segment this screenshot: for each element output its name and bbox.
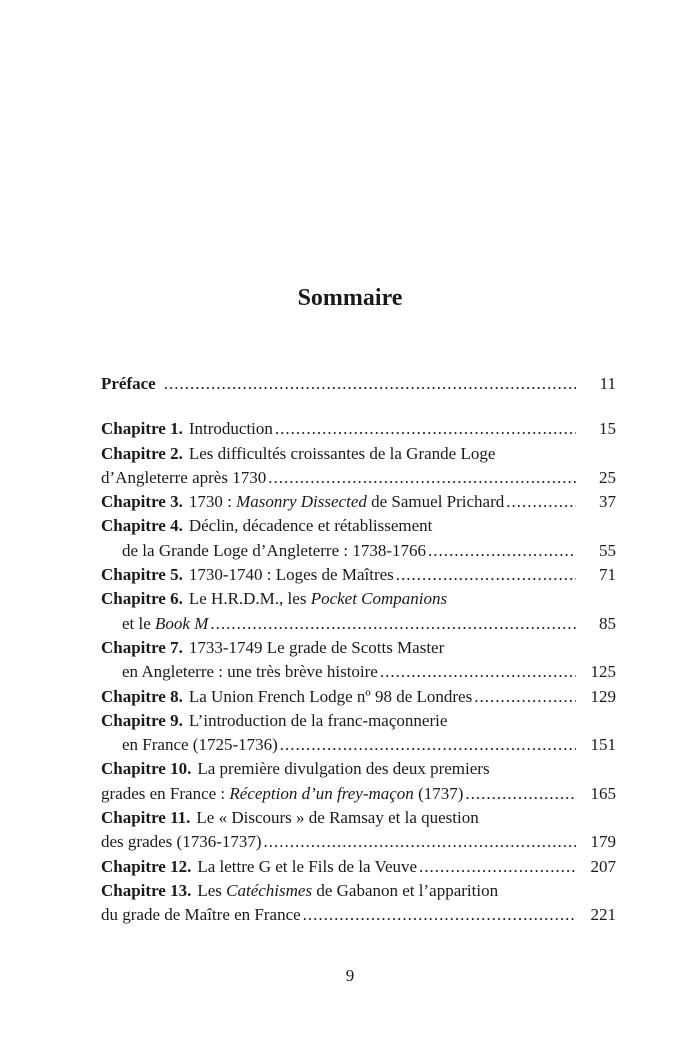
toc-entry-chapter-11[interactable] <box>101 806 616 855</box>
toc-entry-chapter-7[interactable] <box>101 636 616 685</box>
toc-entry-chapter-12[interactable] <box>101 855 616 879</box>
chapter-label: Chapitre 4. <box>101 516 183 536</box>
chapter-title-continued: de la Grande Loge d’Angleterre : 1738-1766 <box>122 540 426 560</box>
chapter-title: Le H.R.D.M., les Pocket Companions <box>188 589 448 609</box>
chapter-title-continued: des grades (1736-1737) <box>101 832 262 852</box>
chapter-label: Chapitre 2. <box>101 443 183 463</box>
toc-entry-chapter-1[interactable] <box>101 417 616 441</box>
page-number: 71 <box>599 565 616 585</box>
page-number: 151 <box>590 735 616 755</box>
chapter-title: La Union French Lodge nº 98 de Londres <box>188 686 473 706</box>
chapter-label: Chapitre 6. <box>101 589 183 609</box>
toc-entry-chapter-5[interactable] <box>101 563 616 587</box>
chapter-label: Chapitre 11. <box>101 808 191 828</box>
chapter-title: L’introduction de la franc-maçonnerie <box>188 710 448 730</box>
chapter-label: Chapitre 13. <box>101 880 192 900</box>
dot-leader <box>303 903 576 927</box>
toc-entry-chapter-8[interactable] <box>101 685 616 709</box>
chapter-title: 1730 : Masonry Dissected de Samuel Prichard <box>188 492 505 512</box>
chapter-title: Déclin, décadence et rétablissement <box>188 516 433 536</box>
toc-entry-chapter-13[interactable] <box>101 879 616 928</box>
toc-entry-chapter-2[interactable] <box>101 442 616 491</box>
page-number: 165 <box>590 783 616 803</box>
page-number: 221 <box>590 905 616 925</box>
chapter-label: Chapitre 8. <box>101 686 183 706</box>
page-number: 125 <box>590 662 616 682</box>
entry-label: Préface <box>101 374 156 393</box>
dot-leader <box>275 417 576 441</box>
chapter-title: Introduction <box>188 419 273 439</box>
chapter-title-continued: en France (1725-1736) <box>122 735 278 755</box>
page-number: 11 <box>599 374 616 393</box>
chapter-label: Chapitre 3. <box>101 492 183 512</box>
page-number: 37 <box>599 492 616 512</box>
chapter-label: Chapitre 10. <box>101 759 192 779</box>
chapter-title: Les difficultés croissantes de la Grande Loge <box>188 443 496 463</box>
chapter-title: 1733-1749 Le grade de Scotts Master <box>188 637 445 657</box>
page-number: 129 <box>590 686 616 706</box>
toc-entry-preface[interactable] <box>101 372 616 396</box>
page-number: 25 <box>599 467 616 487</box>
toc-entry-chapter-9[interactable] <box>101 709 616 758</box>
toc-entry-chapter-3[interactable] <box>101 490 616 514</box>
toc-entry-chapter-10[interactable] <box>101 757 616 806</box>
toc-entry-chapter-6[interactable] <box>101 587 616 636</box>
chapter-title: La lettre G et le Fils de la Veuve <box>197 856 418 876</box>
page-number: 85 <box>599 613 616 633</box>
chapter-label: Chapitre 12. <box>101 856 192 876</box>
chapter-title-continued: du grade de Maître en France <box>101 905 301 925</box>
dot-leader <box>396 563 576 587</box>
page-number: 55 <box>599 540 616 560</box>
chapter-title-continued: en Angleterre : une très brève histoire <box>122 662 378 682</box>
chapter-title-continued: d’Angleterre après 1730 <box>101 467 267 487</box>
folio-page-number: 9 <box>345 966 355 985</box>
chapter-label: Chapitre 7. <box>101 637 183 657</box>
dot-leader <box>280 733 576 757</box>
dot-leader <box>465 782 576 806</box>
chapter-title: 1730-1740 : Loges de Maîtres <box>188 565 394 585</box>
chapter-title: La première divulgation des deux premiers <box>197 759 490 779</box>
chapter-title-continued: grades en France : Réception d’un frey-maçon (1737) <box>101 783 464 803</box>
chapter-title: Les Catéchismes de Gabanon et l’apparition <box>197 880 499 900</box>
dot-leader <box>264 830 576 854</box>
dot-leader <box>506 490 576 514</box>
page-number: 207 <box>590 856 616 876</box>
chapter-label: Chapitre 9. <box>101 710 183 730</box>
dot-leader <box>419 855 576 879</box>
chapter-label: Chapitre 5. <box>101 565 183 585</box>
page-number: 15 <box>599 419 616 439</box>
chapter-label: Chapitre 1. <box>101 419 183 439</box>
dot-leader <box>268 466 576 490</box>
table-of-contents <box>101 372 616 928</box>
toc-entry-chapter-4[interactable] <box>101 514 616 563</box>
chapter-title-continued: et le Book M <box>122 613 209 633</box>
dot-leader <box>428 539 576 563</box>
dot-leader <box>380 660 576 684</box>
dot-leader <box>210 612 576 636</box>
dot-leader <box>474 685 576 709</box>
chapter-title: Le « Discours » de Ramsay et la question <box>196 808 479 828</box>
page-number: 179 <box>590 832 616 852</box>
page-title: Sommaire <box>297 285 403 311</box>
dot-leader <box>164 372 576 396</box>
